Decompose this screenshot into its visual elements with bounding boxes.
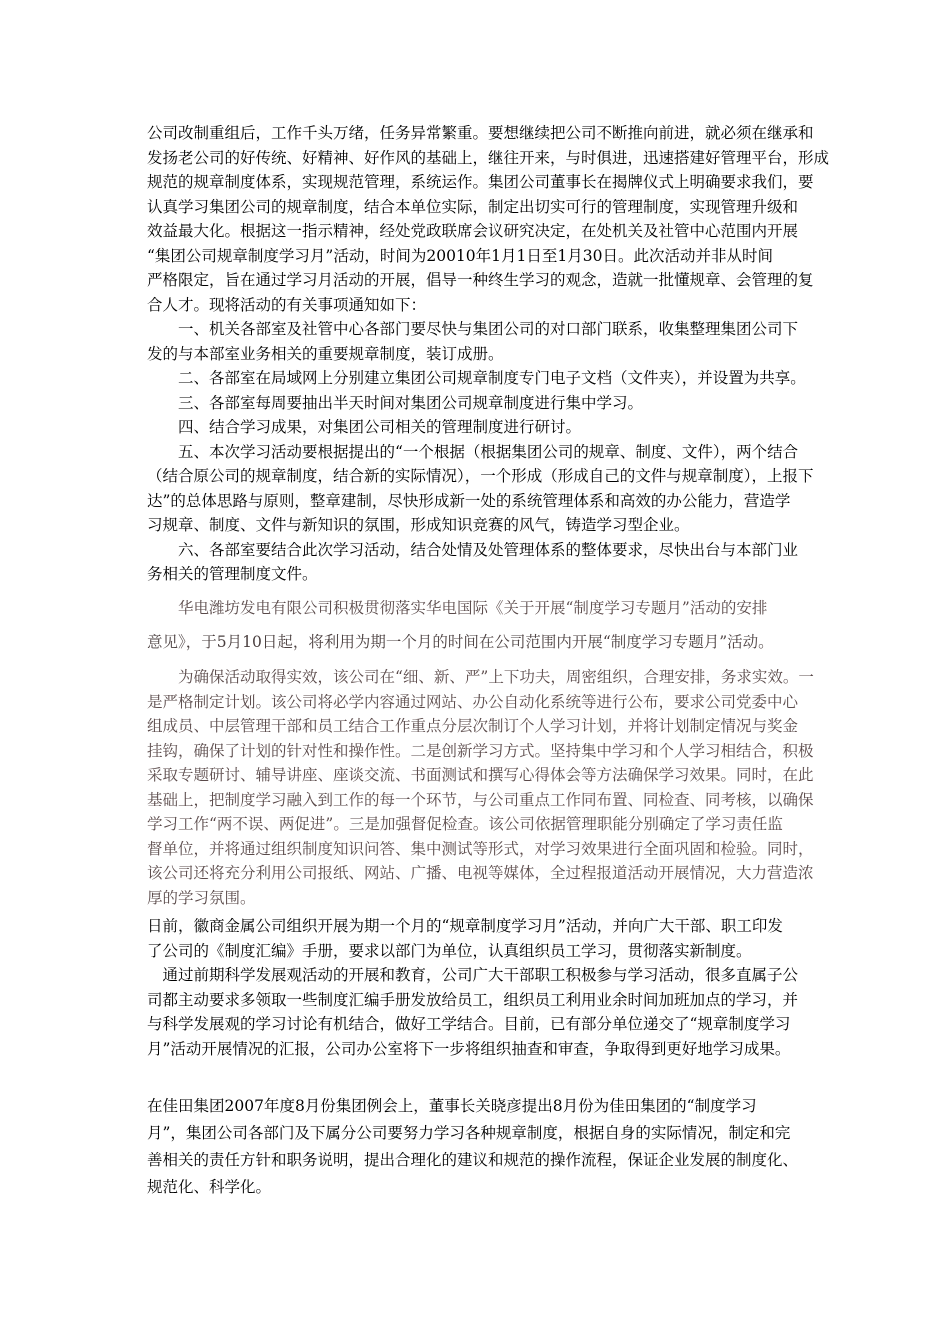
text-line: 严格限定，旨在通过学习月活动的开展，倡导一种终生学习的观念，造就一批懂规章、会管理的复: [147, 271, 814, 289]
text-line: 认真学习集团公司的规章制度，结合本单位实际，制定出切实可行的管理制度，实现管理升级和: [147, 197, 799, 216]
text-line: 五、本次学习活动要根据提出的“一个根据（根据集团公司的规章、制度、文件），两个结合: [147, 442, 799, 461]
text-line: 月”活动开展情况的汇报，公司办公室将下一步将组织抽查和审查，争取得到更好地学习成果。: [147, 1039, 791, 1058]
huishang-section: [147, 914, 810, 1061]
text-line: 合人才。现将活动的有关事项通知如下：: [147, 295, 427, 314]
text-line: 意见》，于5月10日起，将利用为期一个月的时间在公司范围内开展“制度学习专题月”活动。: [147, 633, 774, 651]
text-line: 习规章、制度、文件与新知识的氛围，形成知识竞赛的风气，铸造学习型企业。: [147, 516, 690, 534]
text-line: 规范化、科学化。: [147, 1178, 272, 1196]
text-line: 效益最大化。根据这一指示精神，经处党政联席会议研究决定，在处机关及社管中心范围内开展: [147, 222, 799, 240]
huadian-section: [147, 596, 810, 621]
text-line: 与科学发展观的学习讨论有机结合，做好工学结合。目前，已有部分单位递交了“规章制度学习: [147, 1015, 791, 1033]
text-line: 了公司的《制度汇编》手册，要求以部门为单位，认真组织员工学习，贯彻落实新制度。: [147, 941, 752, 960]
text-line: 善相关的责任方针和职务说明，提出合理化的建议和规范的操作流程，保证企业发展的制度化、: [147, 1151, 799, 1169]
text-line: 二、各部室在局域网上分别建立集团公司规章制度专门电子文档（文件夹），并设置为共享。: [147, 369, 806, 387]
text-line: 基础上，把制度学习融入到工作的每一个环节，与公司重点工作同布置、同检查、同考核，以确保: [147, 790, 814, 809]
text-line: 务相关的管理制度文件。: [147, 565, 318, 583]
text-line: 是严格制定计划。该公司将必学内容通过网站、办公自动化系统等进行公布，要求公司党委中心: [147, 692, 799, 711]
text-line: 三、各部室每周要抽出半天时间对集团公司规章制度进行集中学习。: [147, 393, 644, 412]
notice-section: [147, 121, 830, 587]
text-line: “集团公司规章制度学习月”活动，时间为20010年1月1日至1月30日。此次活动并非从时间: [147, 246, 773, 265]
text-line: 学习工作“两不误、两促进”。三是加强督促检查。该公司依据管理职能分别确定了学习责任监: [147, 815, 783, 833]
text-line: 发扬老公司的好传统、好精神、好作风的基础上，继往开来，与时俱进，迅速搭建好管理平台，形成: [147, 148, 830, 167]
text-line: 司都主动要求多领取一些制度汇编手册发放给员工，组织员工利用业余时间加班加点的学习，并: [147, 990, 799, 1009]
text-line: 采取专题研讨、辅导讲座、座谈交流、书面测试和撰写心得体会等方法确保学习效果。同时，在此: [147, 766, 814, 784]
text-line: 厚的学习氛围。: [147, 888, 256, 907]
text-line: 四、结合学习成果，对集团公司相关的管理制度进行研讨。: [147, 418, 582, 436]
text-line: （结合原公司的规章制度，结合新的实际情况），一个形成（形成自己的文件与规章制度），上报下: [147, 467, 814, 485]
text-line: 一、机关各部室及社管中心各部门要尽快与集团公司的对口部门联系，收集整理集团公司下: [147, 320, 799, 338]
text-line: 公司改制重组后，工作千头万绪，任务异常繁重。要想继续把公司不断推向前进，就必须在继承和: [147, 124, 814, 142]
text-line: 组成员、中层管理干部和员工结合工作重点分层次制订个人学习计划，并将计划制定情况与奖金: [147, 717, 799, 735]
text-line: 规范的规章制度体系，实现规范管理，系统运作。集团公司董事长在揭牌仪式上明确要求我们，要: [147, 173, 814, 191]
text-line: 华电潍坊发电有限公司积极贯彻落实华电国际《关于开展“制度学习专题月”活动的安排: [147, 599, 768, 617]
text-line: 通过前期科学发展观活动的开展和教育，公司广大干部职工积极参与学习活动，很多直属子公: [147, 966, 799, 984]
text-line: 为确保活动取得实效，该公司在“细、新、严”上下功夫，周密组织，合理安排，务求实效。一: [147, 668, 814, 686]
text-line: 督单位，并将通过组织制度知识问答、集中测试等形式，对学习效果进行全面巩固和检验。同时，: [147, 839, 814, 858]
text-line: 发的与本部室业务相关的重要规章制度，装订成册。: [147, 344, 504, 363]
huadian-section-cont: [147, 630, 810, 655]
jiatian-section: [147, 1093, 810, 1201]
text-line: 该公司还将充分利用公司报纸、网站、广播、电视等媒体，全过程报道活动开展情况，大力营造浓: [147, 864, 814, 882]
text-line: 日前，徽商金属公司组织开展为期一个月的“规章制度学习月”活动，并向广大干部、职工印发: [147, 917, 783, 935]
measures-section: [147, 665, 814, 910]
text-line: 达”的总体思路与原则，整章建制，尽快形成新一处的系统管理体系和高效的办公能力，营造学: [147, 491, 791, 510]
text-line: 月”，集团公司各部门及下属分公司要努力学习各种规章制度，根据自身的实际情况，制定和完: [147, 1124, 791, 1142]
text-line: 在佳田集团2007年度8月份集团例会上，董事长关晓彦提出8月份为佳田集团的“制度学习: [147, 1097, 757, 1115]
text-line: 挂钩，确保了计划的针对性和操作性。二是创新学习方式。坚持集中学习和个人学习相结合，积极: [147, 741, 814, 760]
text-line: 六、各部室要结合此次学习活动，结合处情及处管理体系的整体要求，尽快出台与本部门业: [147, 540, 799, 559]
